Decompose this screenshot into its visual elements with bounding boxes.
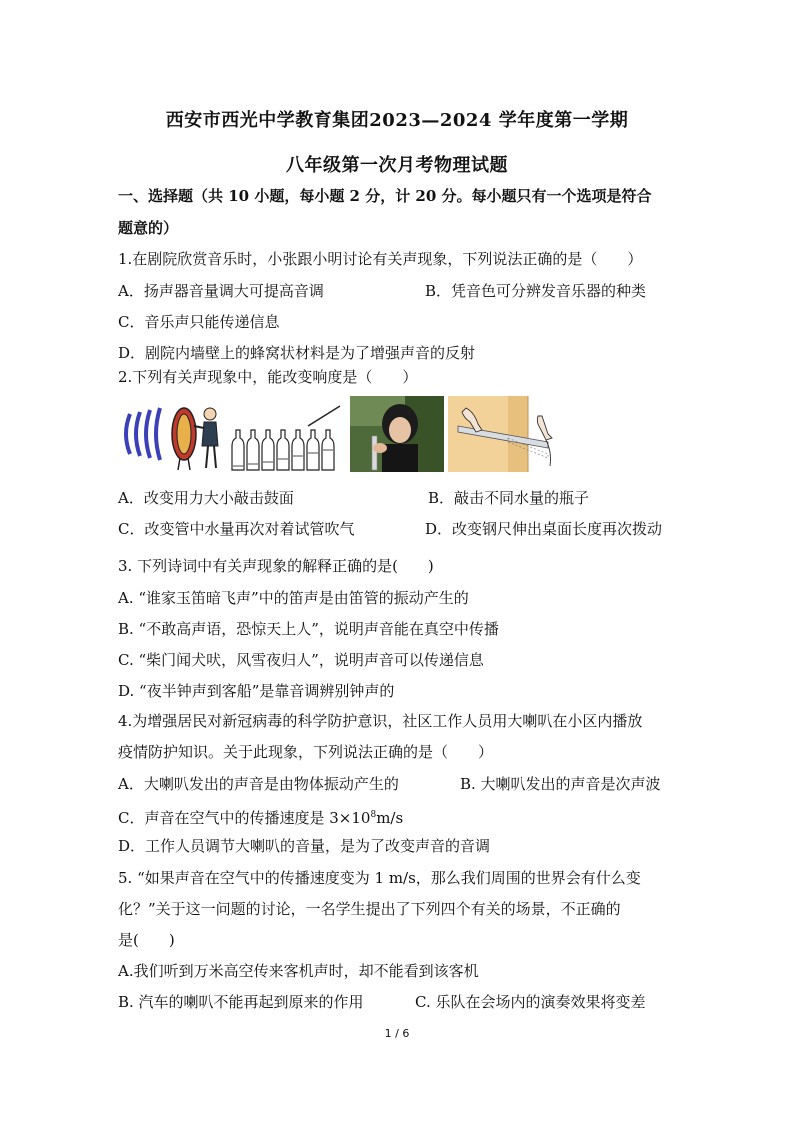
question-4-option-c [118,805,678,828]
question-4-option-b: B. 大喇叭发出的声音是次声波 [460,775,661,793]
question-1-stem: 1.在剧院欣赏音乐时，小张跟小明讨论有关声现象，下列说法正确的是（ ） [118,250,643,268]
question-3-option-a: A. “谁家玉笛暗飞声”中的笛声是由笛管的振动产生的 [118,589,469,607]
page-number: 1 / 6 [384,1027,410,1040]
exam-title-line2: 八年级第一次月考物理试题 [286,155,508,176]
question-2-option-d: D．改变钢尺伸出桌面长度再次拨动 [425,520,663,538]
question-5-option-c: C. 乐队在会场内的演奏效果将变差 [415,993,646,1011]
question-5-stem-line1: 5. “如果声音在空气中的传播速度变为 1 m/s，那么我们周围的世界会有什么变 [118,869,641,887]
question-4-stem-line1: 4.为增强居民对新冠病毒的科学防护意识，社区工作人员用大喇叭在小区内播放 [118,712,643,730]
question-1-option-d: D．剧院内墙壁上的蜂窝状材料是为了增强声音的反射 [118,344,476,362]
question-5-option-a: A.我们听到万米高空传来客机声时，却不能看到该客机 [118,962,479,980]
question-4-option-d: D．工作人员调节大喇叭的音量，是为了改变声音的音调 [118,837,491,855]
drum-figure [120,396,228,472]
section-heading-line2: 题意的） [118,219,179,237]
question-5-option-b: B. 汽车的喇叭不能再起到原来的作用 [118,993,364,1011]
exam-title-line1: 西安市西光中学教育集团2023—2024 学年度第一学期 [165,110,629,131]
question-3-stem: 3. 下列诗词中有关声现象的解释正确的是( ) [118,557,434,575]
question-4-option-c-text: C．声音在空气中的传播速度是 3×10 [118,809,371,827]
question-1-option-a: A．扬声器音量调大可提高音调 [118,282,324,300]
question-5-stem-line3: 是( ) [118,931,175,949]
question-3-option-b: B. “不敢高声语，恐惊天上人”，说明声音能在真空中传播 [118,620,499,638]
question-3-option-d: D. “夜半钟声到客船”是靠音调辨别钟声的 [118,682,395,700]
section-heading-line1: 一、选择题（共 10 小题，每小题 2 分，计 20 分。每小题只有一个选项是符合 [118,187,652,205]
question-5-stem-line2: 化？”关于这一问题的讨论，一名学生提出了下列四个有关的场景，不正确的 [118,900,621,918]
question-4-option-c-exponent: 8 [370,810,377,820]
question-2-option-a: A．改变用力大小敲击鼓面 [118,489,294,507]
question-4-option-c-unit: m/s [376,809,404,827]
question-4-stem-line2: 疫情防护知识。关于此现象，下列说法正确的是（ ） [118,743,494,761]
test-tube-blowing-photo [350,396,444,472]
question-2-stem: 2.下列有关声现象中，能改变响度是（ ） [118,368,418,386]
question-2-option-c: C．改变管中水量再次对着试管吹气 [118,520,355,538]
question-1-option-b: B．凭音色可分辨发音乐器的种类 [425,282,647,300]
steel-ruler-figure [448,396,564,472]
question-2-figures [118,396,688,476]
question-2-option-b: B．敲击不同水量的瓶子 [428,489,590,507]
question-4-option-a: A．大喇叭发出的声音是由物体振动产生的 [118,775,399,793]
question-3-option-c: C. “柴门闻犬吠，风雪夜归人”，说明声音可以传递信息 [118,651,484,669]
bottles-figure [228,396,348,472]
question-1-option-c: C．音乐声只能传递信息 [118,313,280,331]
